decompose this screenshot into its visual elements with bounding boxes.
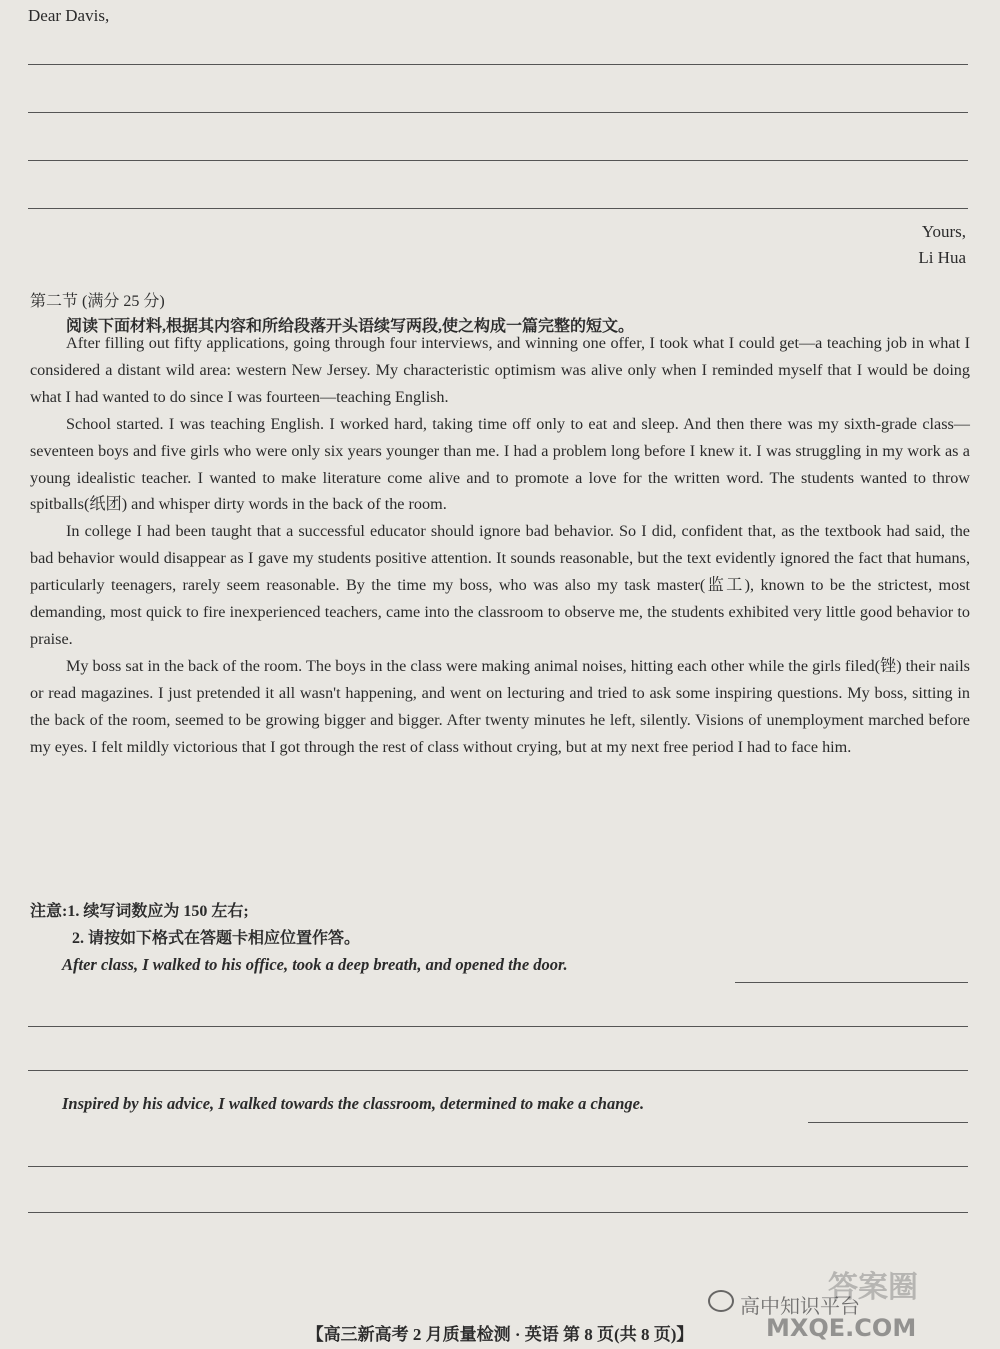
story-text <box>30 330 970 761</box>
story-paragraph: My boss sat in the back of the room. The boys in the class were making animal noises, hitting each other while the girls filed(锉) their nails or read magazines. I just pretended it all wasn't happening, and went on lecturing and tried to ask some inspiring questions. My boss, sitting in the back of the room, seemed to be growing bigger and bigger. After twenty minutes he left, silently. Visions of unemployment marched before my eyes. I felt mildly victorious that I got through the rest of class without crying, but at my next free period I had to face him. <box>30 656 970 756</box>
watermark-url: MXQE.COM <box>766 1314 917 1342</box>
section-title: 第二节 (满分 25 分) <box>30 293 165 310</box>
letter-signature: Li Hua <box>918 248 966 267</box>
note-line: 注意:1. 续写词数应为 150 左右; <box>30 903 249 920</box>
answer-line <box>28 208 968 209</box>
paragraph2-prompt: Inspired by his advice, I walked towards the classroom, determined to make a change. <box>62 1094 645 1113</box>
answer-line <box>28 1026 968 1027</box>
watermark-site-name: 高中知识平台 <box>740 1294 860 1318</box>
answer-line <box>28 1212 968 1213</box>
page-footer: 【高三新高考 2 月质量检测 · 英语 第 8 页(共 8 页)】 <box>306 1325 694 1344</box>
note-line: 2. 请按如下格式在答题卡相应位置作答。 <box>72 930 361 947</box>
watermark-logo: 答案圈 <box>828 1270 918 1305</box>
wechat-icon <box>708 1290 734 1312</box>
answer-line <box>28 64 968 65</box>
story-paragraph: In college I had been taught that a successful educator should ignore bad behavior. So I did, confident that, as the textbook had said, the bad behavior would disappear as I gave my students positive attention. It sounds reasonable, but the text evidently ignored the fact that humans, particularly teenagers, rarely seem reasonable. By the time my boss, who was also my task master(监工), known to be the strictest, most demanding, most quick to fire inexperienced teachers, came into the classroom to observe me, the students exhibited very little good behavior to praise. <box>30 522 970 648</box>
answer-line <box>28 112 968 113</box>
answer-line <box>808 1122 968 1123</box>
answer-line <box>28 1070 968 1071</box>
paragraph1-prompt: After class, I walked to his office, took a deep breath, and opened the door. <box>62 955 568 974</box>
story-paragraph: After filling out fifty applications, going through four interviews, and winning one offer, I took what I could get—a teaching job in what I considered a distant wild area: western New Jersey. My characteristic optimism was alive only when I reminded myself that I would be doing what I had wanted to do since I was fourteen—teaching English. <box>30 334 970 406</box>
answer-line <box>28 1166 968 1167</box>
letter-salutation: Dear Davis, <box>28 6 110 25</box>
answer-line <box>735 982 968 983</box>
letter-closing: Yours, <box>921 222 966 241</box>
story-paragraph: School started. I was teaching English. I worked hard, taking time off only to eat and sleep. And then there was my sixth-grade class—seventeen boys and five girls who were only six years younger than me. I had a problem long before I knew it. I was struggling in my work as a young idealistic teacher. I wanted to make literature come alive and to promote a love for the written word. The students wanted to throw spitballs(纸团) and whisper dirty words in the back of the room. <box>30 414 970 514</box>
answer-line <box>28 160 968 161</box>
notes <box>30 898 360 952</box>
section-instruction: 阅读下面材料,根据其内容和所给段落开头语续写两段,使之构成一篇完整的短文。 <box>66 318 635 335</box>
